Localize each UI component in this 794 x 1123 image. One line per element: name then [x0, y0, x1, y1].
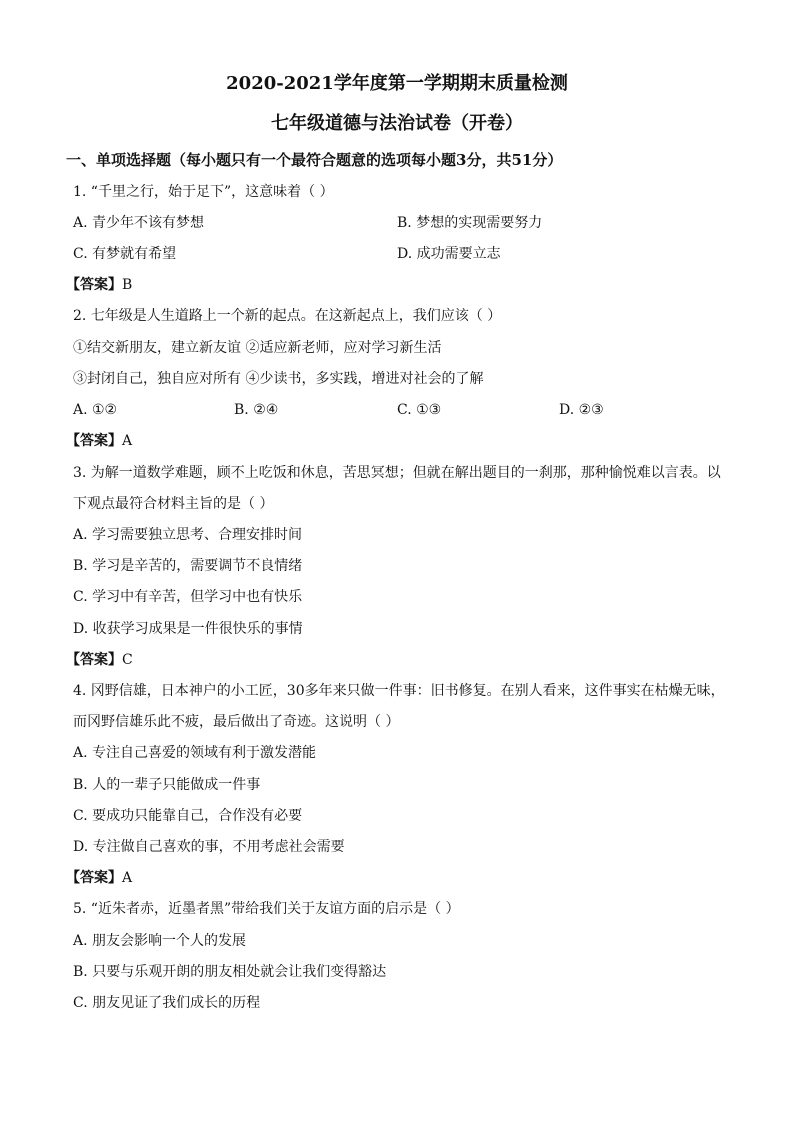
answer-value: A	[122, 433, 133, 449]
question-3-stem-line-2: 下观点最符合材料主旨的是（ ）	[73, 496, 274, 512]
question-5-option-c: C. 朋友见证了我们成长的历程	[73, 995, 261, 1011]
question-1-answer	[66, 276, 132, 294]
question-2-option-b: B. ②④	[234, 402, 279, 418]
question-1-option-d: D. 成功需要立志	[397, 246, 501, 262]
question-1-option-c: C. 有梦就有希望	[73, 246, 177, 262]
question-1-option-a: A. 青少年不该有梦想	[73, 215, 205, 231]
answer-label: 【答案】	[66, 433, 122, 449]
question-2-stem: 2. 七年级是人生道路上一个新的起点。在这新起点上，我们应该（ ）	[73, 308, 502, 324]
answer-value: B	[122, 277, 133, 293]
answer-value: C	[122, 652, 133, 668]
question-3-option-d: D. 收获学习成果是一件很快乐的事情	[73, 621, 303, 637]
question-1-stem: 1. “千里之行，始于足下”，这意味着（ ）	[73, 184, 334, 200]
question-2-option-c: C. ①③	[397, 402, 442, 418]
answer-label: 【答案】	[66, 652, 122, 668]
question-4-stem-line-2: 而冈野信雄乐此不疲，最后做出了奇迹。这说明（ ）	[73, 714, 400, 730]
question-1-option-b: B. 梦想的实现需要努力	[397, 215, 543, 231]
question-2-statement-1: ①结交新朋友，建立新友谊 ②适应新老师，应对学习新生活	[73, 340, 442, 356]
question-4-option-b: B. 人的一辈子只能做成一件事	[73, 777, 261, 793]
question-3-option-a: A. 学习需要独立思考、合理安排时间	[73, 527, 303, 543]
question-5-stem: 5. “近朱者赤，近墨者黑”带给我们关于友谊方面的启示是（ ）	[73, 901, 460, 917]
question-2-statement-2: ③封闭自己，独自应对所有 ④少读书，多实践，增进对社会的了解	[73, 371, 484, 387]
question-3-stem-line-1: 3. 为解一道数学难题，顾不上吃饭和休息，苦思冥想；但就在解出题目的一刹那，那种愉悦难以言表。以	[73, 465, 721, 481]
section-heading: 一、单项选择题（每小题只有一个最符合题意的选项每小题3分，共51分）	[66, 151, 563, 169]
answer-label: 【答案】	[66, 870, 122, 886]
question-3-answer	[66, 651, 133, 669]
question-2-answer	[66, 432, 132, 450]
question-3-option-c: C. 学习中有辛苦，但学习中也有快乐	[73, 589, 303, 605]
question-2-option-a: A. ①②	[73, 402, 118, 418]
question-4-stem-line-1: 4. 冈野信雄，日本神户的小工匠，30多年来只做一件事：旧书修复。在别人看来，这件事实在枯燥无味，	[73, 683, 725, 699]
question-5-option-a: A. 朋友会影响一个人的发展	[73, 933, 247, 949]
question-4-option-d: D. 专注做自己喜欢的事，不用考虑社会需要	[73, 839, 345, 855]
question-5-option-b: B. 只要与乐观开朗的朋友相处就会让我们变得豁达	[73, 964, 387, 980]
exam-subtitle: 七年级道德与法治试卷（开卷）	[271, 113, 523, 134]
answer-value: A	[122, 870, 133, 886]
question-4-answer	[66, 869, 132, 887]
question-4-option-a: A. 专注自己喜爱的领域有利于激发潜能	[73, 745, 317, 761]
answer-label: 【答案】	[66, 277, 122, 293]
question-4-option-c: C. 要成功只能靠自己，合作没有必要	[73, 808, 303, 824]
question-2-option-d: D. ②③	[559, 402, 604, 418]
exam-title: 2020-2021学年度第一学期期末质量检测	[226, 73, 568, 94]
question-3-option-b: B. 学习是辛苦的，需要调节不良情绪	[73, 558, 303, 574]
